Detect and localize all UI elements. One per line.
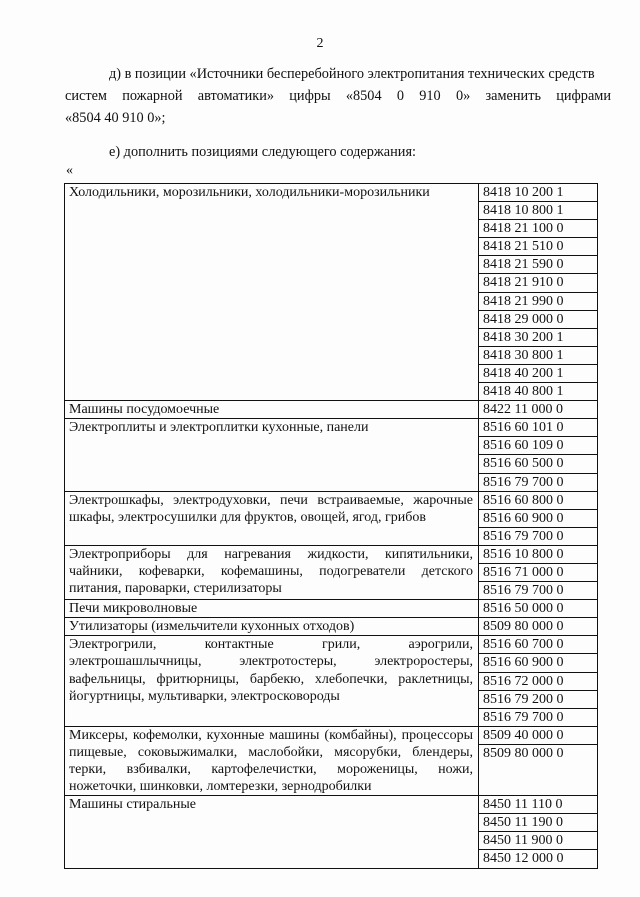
tn-ved-code: 8516 60 500 0 (479, 454, 597, 472)
tn-ved-code: 8450 11 900 0 (479, 831, 597, 849)
tn-ved-code: 8450 11 110 0 (483, 797, 563, 813)
product-name: Машины стиральные (69, 797, 196, 813)
table-row (65, 419, 598, 491)
tn-ved-codes-cell (479, 796, 598, 868)
product-name-cell (65, 184, 479, 401)
tn-ved-code: 8516 79 700 0 (479, 527, 597, 545)
product-name: Утилизаторы (измельчители кухонных отходов) (69, 619, 355, 635)
tn-ved-code: 8418 30 800 1 (479, 346, 597, 364)
product-name-cell (65, 545, 479, 599)
product-name: Электрошкафы, электродуховки, печи встраиваемые, жарочные шкафы, электросушилки для фруктов, овощей, ягод, грибов (69, 492, 473, 525)
table-row (65, 491, 598, 545)
tn-ved-code: 8516 72 000 0 (479, 672, 597, 690)
tn-ved-code: 8418 40 800 1 (479, 382, 597, 400)
paragraph-e: е) дополнить позициями следующего содержания: (109, 144, 416, 160)
tn-ved-code: 8516 60 101 0 (483, 420, 564, 436)
tn-ved-codes-cell (479, 636, 598, 726)
tn-ved-codes-cell (479, 491, 598, 545)
tn-ved-code: 8516 60 900 0 (479, 653, 597, 671)
tn-ved-code: 8418 10 200 1 (483, 185, 564, 200)
product-name-cell (65, 796, 479, 868)
product-name: Электроплиты и электроплитки кухонные, панели (69, 420, 369, 436)
tn-ved-code: 8516 79 700 0 (479, 581, 597, 599)
product-name: Машины посудомоечные (69, 402, 220, 418)
paragraph-d (65, 63, 611, 129)
tn-ved-code: 8516 79 700 0 (479, 708, 597, 726)
table-row (65, 726, 598, 795)
product-name: Электроприборы для нагревания жидкости, кипятильники, чайники, кофеварки, кофемашины, подогреватели детского питания, пароварки, стерилизаторы (69, 546, 473, 597)
tn-ved-code: 8516 10 800 0 (483, 546, 564, 562)
paragraph-d-line-3: «8504 40 910 0»; (65, 110, 166, 126)
tn-ved-code: 8418 21 910 0 (479, 273, 597, 291)
tn-ved-code: 8509 80 000 0 (483, 619, 564, 635)
tn-ved-code: 8516 60 700 0 (483, 637, 564, 653)
tn-ved-code: 8516 71 000 0 (479, 563, 597, 581)
tn-ved-code: 8516 60 109 0 (479, 436, 597, 454)
page-number: 2 (316, 36, 324, 51)
tn-ved-code: 8509 40 000 0 (483, 727, 564, 743)
tn-ved-code: 8450 12 000 0 (479, 849, 597, 867)
table-row (65, 636, 598, 726)
tn-ved-code: 8418 21 990 0 (479, 292, 597, 310)
tn-ved-codes-cell (479, 184, 598, 401)
product-name-cell (65, 419, 479, 491)
product-codes-table (64, 183, 598, 869)
tn-ved-code: 8516 79 200 0 (479, 690, 597, 708)
tn-ved-code: 8418 40 200 1 (479, 364, 597, 382)
product-name: Холодильники, морозильники, холодильники-морозильники (69, 185, 430, 200)
product-name: Электрогрили, контактные грили, аэрогрили, электрошашлычницы, электротостеры, электроростеры, вафельницы, фритюрницы, барбекю, хлебопечки, раклетницы, йогуртницы, мультиварки, электросковороды (69, 637, 473, 704)
tn-ved-code: 8418 21 510 0 (479, 237, 597, 255)
tn-ved-code: 8422 11 000 0 (483, 402, 563, 418)
product-name-cell (65, 618, 479, 636)
tn-ved-code: 8516 50 000 0 (483, 601, 564, 617)
tn-ved-code: 8516 60 800 0 (483, 492, 564, 508)
table-row (65, 401, 598, 419)
tn-ved-code: 8418 30 200 1 (479, 328, 597, 346)
product-name-cell (65, 401, 479, 419)
tn-ved-code: 8418 29 000 0 (479, 310, 597, 328)
opening-quote: « (66, 163, 73, 178)
table-row (65, 600, 598, 618)
product-name-cell (65, 600, 479, 618)
product-name-cell (65, 636, 479, 726)
product-codes-table-body (65, 184, 598, 869)
tn-ved-codes-cell (479, 726, 598, 795)
product-name: Миксеры, кофемолки, кухонные машины (комбайны), процессоры пищевые, соковыжималки, маслобойки, мясорубки, блендеры, терки, взбивалки, картофелечистки, мороженицы, ножи, ножеточки, шинковки, ломтерезки, зернодробилки (69, 727, 473, 795)
paragraph-d-line-1: д) в позиции «Источники бесперебойного электропитания технических средств (109, 66, 595, 82)
tn-ved-codes-cell (479, 545, 598, 599)
product-name-cell (65, 491, 479, 545)
product-name: Печи микроволновые (69, 601, 198, 617)
table-row (65, 796, 598, 868)
tn-ved-code: 8516 79 700 0 (479, 473, 597, 491)
tn-ved-code: 8418 21 590 0 (479, 255, 597, 273)
paragraph-d-line-2: систем пожарной автоматики» цифры «8504 0 910 0» заменить цифрами (65, 88, 611, 104)
tn-ved-codes-cell (479, 600, 598, 618)
tn-ved-code: 8516 60 900 0 (479, 509, 597, 527)
tn-ved-codes-cell (479, 401, 598, 419)
tn-ved-codes-cell (479, 618, 598, 636)
tn-ved-code: 8418 10 800 1 (479, 201, 597, 219)
table-row (65, 618, 598, 636)
tn-ved-code: 8509 80 000 0 (479, 744, 597, 762)
table-row (65, 545, 598, 599)
table-row (65, 184, 598, 401)
product-name-cell (65, 726, 479, 795)
tn-ved-code: 8418 21 100 0 (479, 219, 597, 237)
tn-ved-code: 8450 11 190 0 (479, 813, 597, 831)
tn-ved-codes-cell (479, 419, 598, 491)
